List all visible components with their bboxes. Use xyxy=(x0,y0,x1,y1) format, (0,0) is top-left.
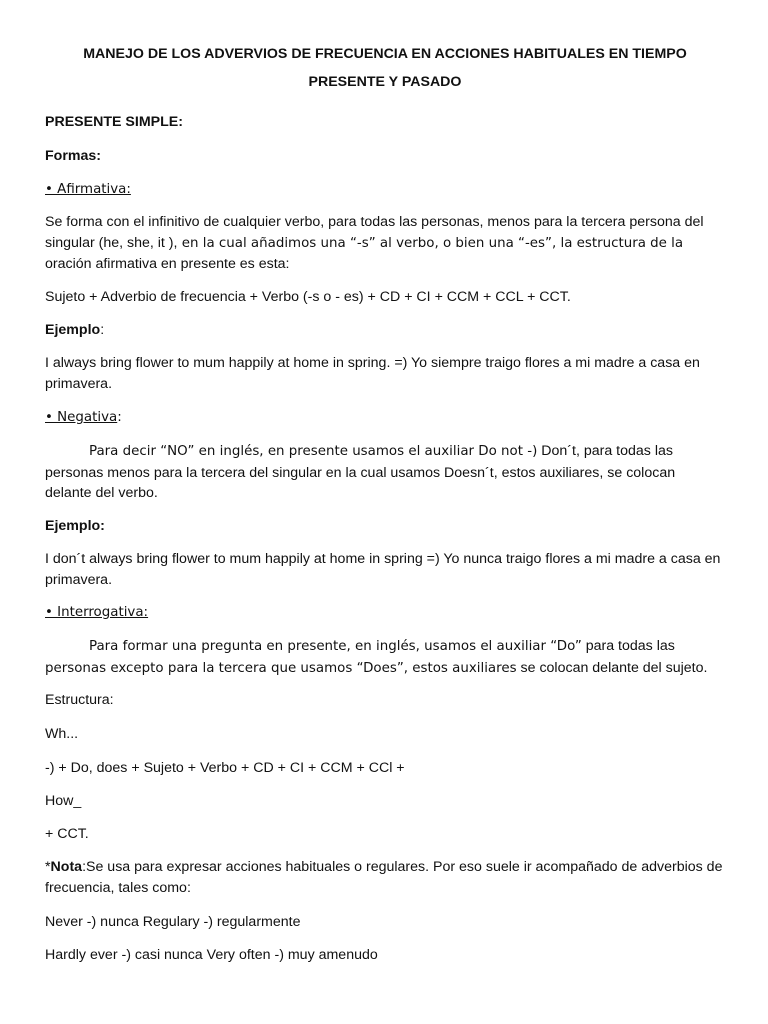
nota-line-2: Hardly ever -) casi nunca Very often -) muy amenudo xyxy=(45,947,378,963)
interrogativa-wh: Wh... xyxy=(45,726,79,742)
negativa-paragraph xyxy=(45,441,725,504)
afirmativa-paragraph-a: Se forma con el infinitivo de cualquier verbo, para todas las personas, menos para la tercera persona del singular (he, she, it ), xyxy=(45,214,704,251)
afirmativa-ejemplo-label: Ejemplo xyxy=(45,322,101,338)
interrogativa-how: How_ xyxy=(45,793,82,809)
afirmativa-ejemplo-text: I always bring flower to mum happily at home in spring. =) Yo siempre traigo flores a mi madre a casa en primavera. xyxy=(45,355,700,392)
nota-star: * xyxy=(45,859,51,875)
interrogativa-paragraph-b: para todas las xyxy=(581,638,675,654)
negativa-paragraph-a: Para decir “NO” en inglés, en presente usamos el auxiliar Do not -) xyxy=(89,444,538,459)
nota-label: Nota xyxy=(50,859,83,875)
document-title-line-1: MANEJO DE LOS ADVERVIOS DE FRECUENCIA EN ACCIONES HABITUALES EN TIEMPO xyxy=(83,46,687,62)
negativa-bullet-text: • Negativa xyxy=(45,410,118,425)
interrogativa-paragraph-a: Para formar una pregunta en presente, en inglés, usamos el auxiliar “Do” xyxy=(89,639,582,654)
negativa-bullet-colon: : xyxy=(117,410,122,425)
afirmativa-ejemplo-colon: : xyxy=(100,322,105,338)
afirmativa-ejemplo-heading xyxy=(45,320,725,341)
interrogativa-formula: -) + Do, does + Sujeto + Verbo + CD + CI + CCM + CCl + xyxy=(45,760,405,776)
formas-heading: Formas: xyxy=(45,148,101,164)
document-title-line-2: PRESENTE Y PASADO xyxy=(308,74,462,90)
negativa-bullet xyxy=(45,408,725,429)
afirmativa-bullet xyxy=(45,180,725,201)
interrogativa-paragraph xyxy=(45,636,725,679)
interrogativa-bullet xyxy=(45,603,725,624)
negativa-ejemplo-text: I don´t always bring flower to mum happily at home in spring =) Yo nunca traigo flores a mi madre a casa en primavera. xyxy=(45,551,721,588)
interrogativa-paragraph-c: personas excepto para la tercera que usamos “Does”, estos auxiliares xyxy=(45,660,517,676)
afirmativa-paragraph-c: oración afirmativa en presente es esta: xyxy=(45,256,290,272)
nota-paragraph xyxy=(45,857,725,898)
negativa-paragraph-b: Don´t, para todas las personas menos para la tercera del singular en la cual usamos Doesn´t, estos auxiliares, se colocan delante del verbo. xyxy=(45,443,676,501)
afirmativa-formula: Sujeto + Adverbio de frecuencia + Verbo (-s o - es) + CD + CI + CCM + CCL + CCT. xyxy=(45,289,571,305)
interrogativa-paragraph-d: se colocan delante del sujeto. xyxy=(516,659,708,676)
interrogativa-bullet-text: • Interrogativa: xyxy=(45,605,149,620)
nota-text: :Se usa para expresar acciones habituales o regulares. Por eso suele ir acompañado de adverbios de frecuencia, tales como: xyxy=(45,859,723,896)
section-heading: PRESENTE SIMPLE: xyxy=(45,114,183,130)
negativa-ejemplo-heading: Ejemplo: xyxy=(45,518,105,534)
afirmativa-paragraph-b: en la cual añadimos una “-s” al verbo, o bien una “-es”, la estructura de la xyxy=(177,235,684,251)
interrogativa-estructura: Estructura: xyxy=(45,692,114,708)
afirmativa-bullet-text: • Afirmativa: xyxy=(45,182,131,197)
afirmativa-paragraph xyxy=(45,212,725,275)
interrogativa-cct: + CCT. xyxy=(45,826,89,842)
nota-line-1: Never -) nunca Regulary -) regularmente xyxy=(45,914,301,930)
